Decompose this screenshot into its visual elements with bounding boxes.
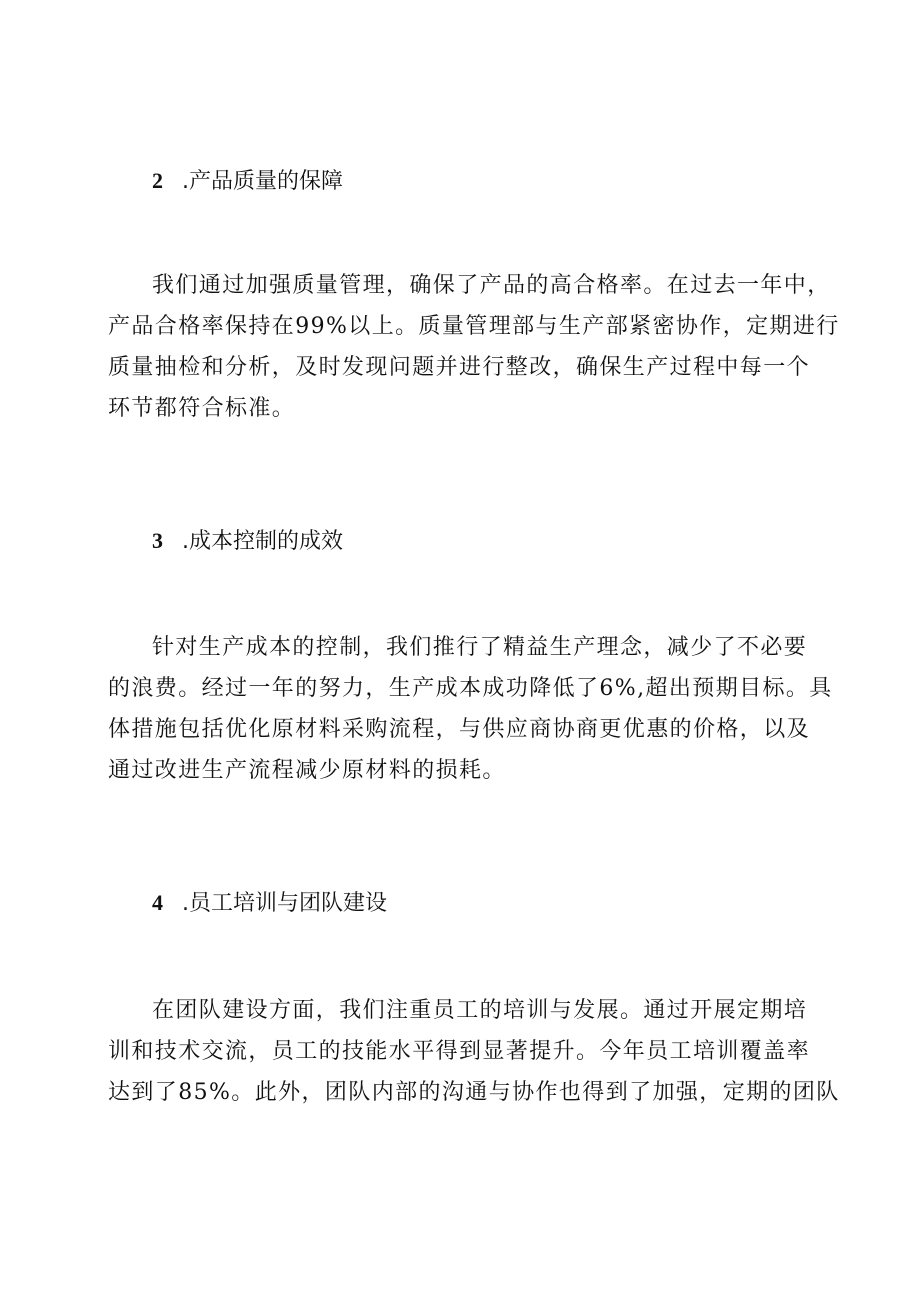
paragraph-line: 体措施包括优化原材料采购流程，与供应商协商更优惠的价格，以及 bbox=[108, 717, 811, 742]
paragraph-line: 达到了85%。此外，团队内部的沟通与协作也得到了加强，定期的团队 bbox=[108, 1080, 840, 1105]
paragraph-line: 质量抽检和分析，及时发现问题并进行整改，确保生产过程中每一个 bbox=[108, 355, 811, 380]
paragraph-line: 训和技术交流，员工的技能水平得到显著提升。今年员工培训覆盖率 bbox=[108, 1039, 811, 1064]
section-heading-training bbox=[152, 888, 387, 919]
section-heading-quality bbox=[152, 166, 343, 197]
paragraph-line: 的浪费。经过一年的努力，生产成本成功降低了6%,超出预期目标。具 bbox=[108, 676, 833, 701]
paragraph-training bbox=[108, 990, 840, 1113]
section-number: 3 bbox=[152, 528, 163, 553]
paragraph-cost bbox=[108, 627, 833, 791]
paragraph-line: 针对生产成本的控制，我们推行了精益生产理念，减少了不必要 bbox=[152, 635, 808, 660]
paragraph-line: 产品合格率保持在99%以上。质量管理部与生产部紧密协作，定期进行 bbox=[108, 314, 840, 339]
section-title: .成本控制的成效 bbox=[182, 529, 343, 554]
paragraph-line: 我们通过加强质量管理，确保了产品的高合格率。在过去一年中， bbox=[152, 273, 831, 298]
paragraph-line: 环节都符合标准。 bbox=[108, 396, 296, 421]
section-heading-cost bbox=[152, 526, 343, 557]
paragraph-line: 通过改进生产流程减少原材料的损耗。 bbox=[108, 758, 506, 783]
section-title: .产品质量的保障 bbox=[182, 169, 343, 194]
section-number: 4 bbox=[152, 890, 163, 915]
paragraph-quality bbox=[108, 265, 840, 429]
section-title: .员工培训与团队建设 bbox=[182, 891, 387, 916]
section-number: 2 bbox=[152, 168, 163, 193]
paragraph-line: 在团队建设方面，我们注重员工的培训与发展。通过开展定期培 bbox=[152, 998, 808, 1023]
